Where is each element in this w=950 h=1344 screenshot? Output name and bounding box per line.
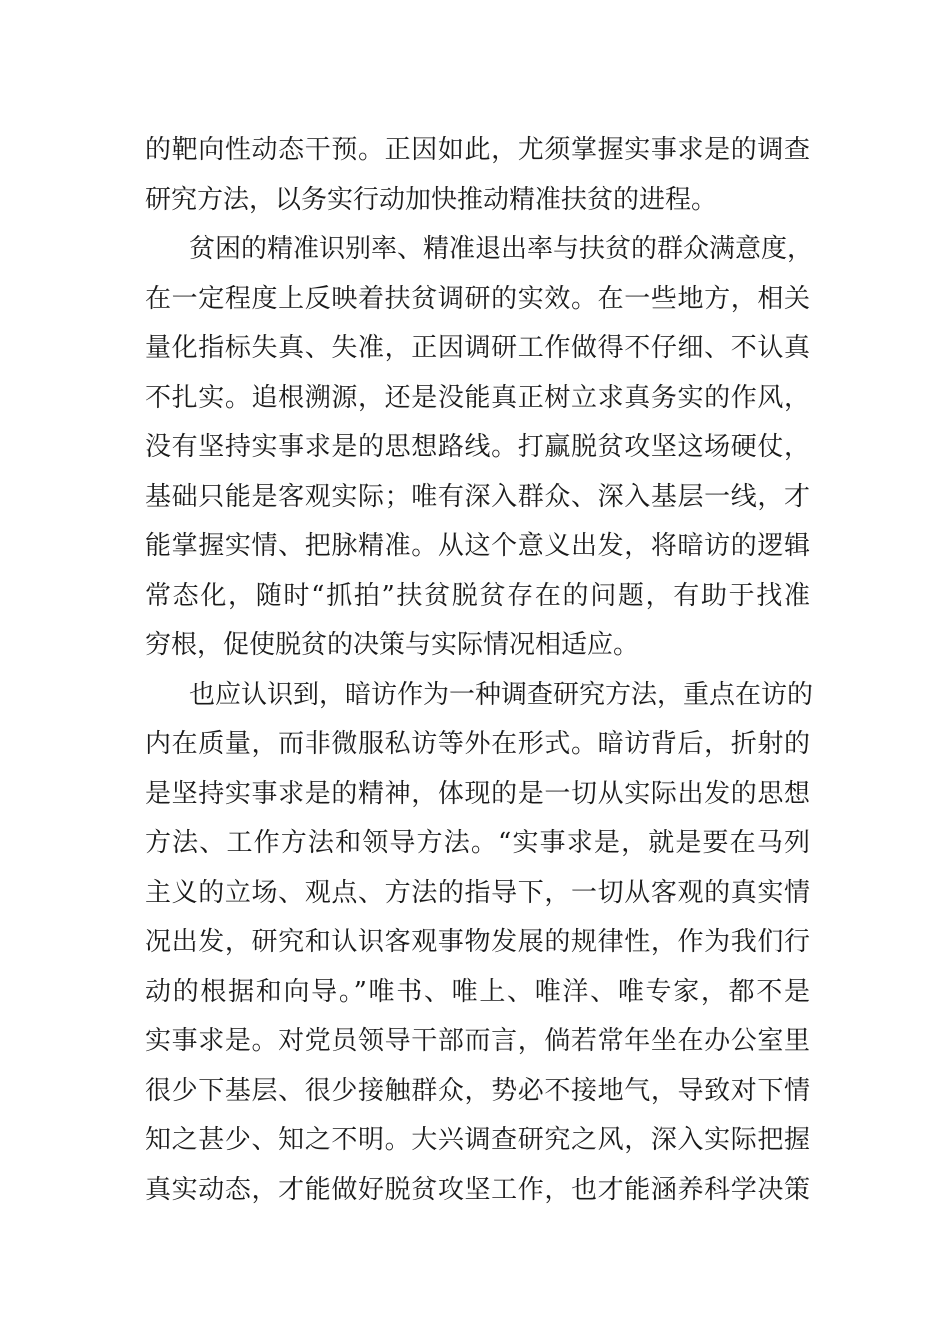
document-body (145, 126, 814, 1215)
text-line: 基础只能是客观实际；唯有深入群众、深入基层一线，才 (145, 481, 810, 512)
text-line: 不扎实。追根溯源，还是没能真正树立求真务实的作风， (145, 382, 810, 413)
text-line: 况出发，研究和认识客观事物发展的规律性，作为我们行 (145, 927, 810, 957)
text-line: 真实动态，才能做好脱贫攻坚工作，也才能涵养科学决策 (145, 1174, 810, 1205)
text-line: 研究方法，以务实行动加快推动精准扶贫的进程。 (145, 184, 718, 215)
text-line: 在一定程度上反映着扶贫调研的实效。在一些地方，相关 (145, 283, 810, 314)
text-line: 很少下基层、很少接触群众，势必不接地气，导致对下情 (145, 1075, 810, 1106)
text-line: 知之甚少、知之不明。大兴调查研究之风，深入实际把握 (145, 1125, 810, 1155)
text-line: 的靶向性动态干预。正因如此，尤须掌握实事求是的调查 (145, 135, 810, 165)
text-line: 穷根，促使脱贫的决策与实际情况相适应。 (145, 630, 640, 660)
text-line: 方法、工作方法和领导方法。“实事求是，就是要在马列 (145, 828, 810, 858)
text-line: 实事求是。对党员领导干部而言，倘若常年坐在办公室里 (145, 1026, 810, 1056)
text-line: 动的根据和向导。”唯书、唯上、唯洋、唯专家，都不是 (145, 976, 810, 1007)
text-line: 常态化，随时“抓拍”扶贫脱贫存在的问题，有助于找准 (145, 580, 810, 611)
text-line: 也应认识到，暗访作为一种调查研究方法，重点在访的 (189, 679, 814, 710)
text-line: 能掌握实情、把脉精准。从这个意义出发，将暗访的逻辑 (145, 531, 810, 561)
text-line: 主义的立场、观点、方法的指导下，一切从客观的真实情 (145, 877, 810, 908)
text-line: 没有坚持实事求是的思想路线。打赢脱贫攻坚这场硬仗， (145, 432, 810, 462)
text-line: 内在质量，而非微服私访等外在形式。暗访背后，折射的 (145, 729, 810, 759)
text-line: 贫困的精准识别率、精准退出率与扶贫的群众满意度， (189, 234, 814, 264)
text-line: 量化指标失真、失准，正因调研工作做得不仔细、不认真 (145, 333, 810, 363)
text-line: 是坚持实事求是的精神，体现的是一切从实际出发的思想 (145, 778, 810, 809)
